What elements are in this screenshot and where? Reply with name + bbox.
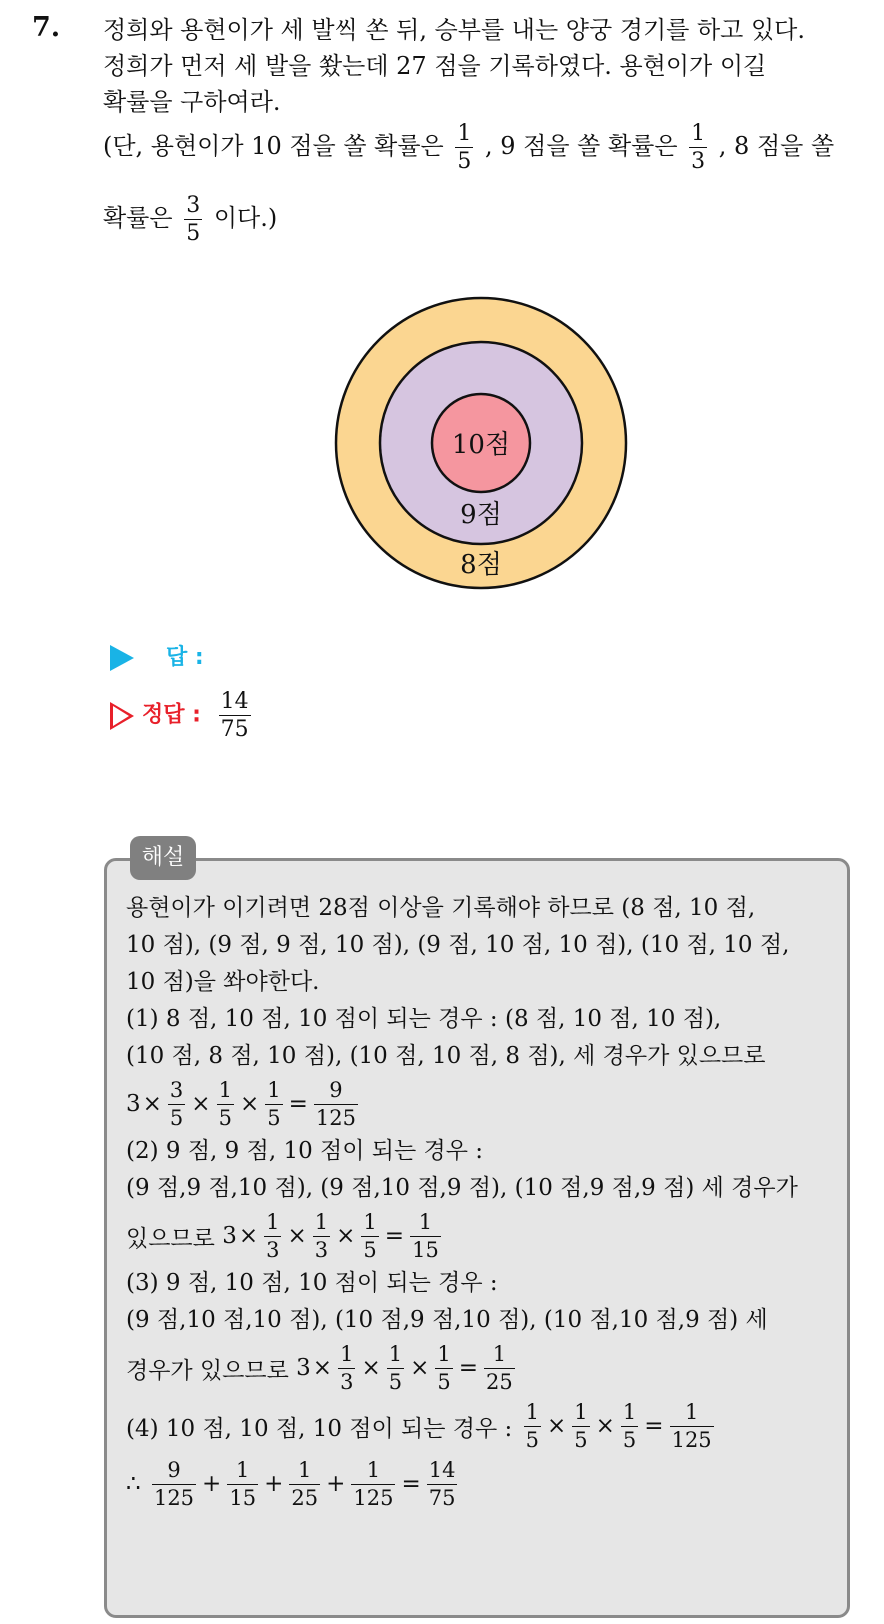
answer-label: 답 :	[166, 645, 204, 670]
condition-text: 확률은	[103, 204, 173, 233]
solution-line: (9 점,10 점,10 점), (10 점,9 점,10 점), (10 점,10 점,9 점) 세	[126, 1307, 768, 1333]
solution-line: (10 점, 8 점, 10 점), (10 점, 10 점, 8 점), 세 경우가 있으므로	[126, 1043, 766, 1069]
question-line: 확률을 구하여라.	[103, 88, 281, 116]
solution-line: 용현이가 이기려면 28점 이상을 기록해야 하므로 (8 점, 10 점,	[126, 895, 756, 921]
fraction: $\frac{1}{5}$	[363, 1210, 377, 1262]
equation-case2: 있으므로 3 × $\frac{1}{3}$ × $\frac{1}{3}$ × $\frac{1}{5}$ = $\frac{1}{15}$	[126, 1210, 439, 1262]
fraction: $\frac{9}{125}$	[153, 1458, 195, 1510]
fraction: $\frac{9}{125}$	[315, 1078, 356, 1130]
answer-row	[110, 640, 204, 671]
condition-line-2	[103, 194, 277, 245]
fraction: $\frac{1}{25}$	[486, 1342, 513, 1394]
question-number: 7.	[32, 12, 61, 43]
fraction: $\frac{1}{25}$	[291, 1458, 319, 1510]
outline-triangle-icon	[110, 702, 134, 730]
fraction: $\frac{1}{15}$	[229, 1458, 257, 1510]
question-text	[103, 12, 858, 120]
solution-tag: 해설	[130, 836, 196, 880]
play-triangle-icon	[110, 645, 134, 671]
condition-text: 이다.)	[213, 204, 278, 233]
equation-total: ∴ $\frac{9}{125}$ + $\frac{1}{15}$ + $\frac{1}{25}$ + $\frac{1}{125}$ = $\frac{14}{75}$	[126, 1458, 456, 1510]
correct-answer-label: 정답 :	[142, 702, 201, 728]
fraction: $\frac{1}{5}$	[267, 1078, 281, 1130]
fraction: $\frac{1}{125}$	[671, 1400, 712, 1452]
fraction: $\frac{1}{5}$	[218, 1078, 232, 1130]
solution-content	[126, 890, 826, 1513]
solution-line: 10 점), (9 점, 9 점, 10 점), (9 점, 10 점, 10 점), (10 점, 10 점,	[126, 932, 790, 958]
correct-answer-value: $\frac{14}{75}$	[220, 689, 249, 743]
fraction: $\frac{1}{5}$	[525, 1400, 539, 1452]
fraction: $\frac{1}{5}$	[574, 1400, 588, 1452]
solution-line: (1) 8 점, 10 점, 10 점이 되는 경우 : (8 점, 10 점, 10 점),	[126, 1006, 722, 1032]
fraction: $\frac{1}{5}$	[437, 1342, 451, 1394]
condition-text: , 9 점을 쏠 확률은	[484, 132, 678, 161]
archery-target	[334, 296, 628, 590]
question-line: 정희와 용현이가 세 발씩 쏜 뒤, 승부를 내는 양궁 경기를 하고 있다.	[103, 16, 805, 44]
fraction: $\frac{1}{3}$	[266, 1210, 280, 1262]
fraction: $\frac{3}{5}$	[169, 1078, 184, 1130]
fraction: $\frac{1}{5}$	[457, 121, 472, 175]
ring-label-10: 10점	[451, 430, 511, 460]
fraction: $\frac{1}{3}$	[691, 121, 706, 175]
fraction: $\frac{1}{15}$	[412, 1210, 439, 1262]
question-line: 정희가 먼저 세 발을 쐈는데 27 점을 기록하였다. 용현이가 이길	[103, 52, 767, 80]
fraction: $\frac{1}{125}$	[353, 1458, 394, 1510]
fraction: $\frac{1}{5}$	[388, 1342, 403, 1394]
condition-text: (단, 용현이가 10 점을 쏠 확률은	[103, 132, 444, 161]
fraction: $\frac{1}{3}$	[340, 1342, 354, 1394]
solution-line: (2) 9 점, 9 점, 10 점이 되는 경우 :	[126, 1138, 484, 1164]
equation-case3: 경우가 있으므로 3 × $\frac{1}{3}$ × $\frac{1}{5}$ × $\frac{1}{5}$ = $\frac{1}{25}$	[126, 1342, 513, 1394]
solution-line: (9 점,9 점,10 점), (9 점,10 점,9 점), (10 점,9 점,9 점) 세 경우가	[126, 1175, 798, 1201]
equation-case1: 3 × $\frac{3}{5}$ × $\frac{1}{5}$ × $\frac{1}{5}$ = $\frac{9}{125}$	[126, 1078, 356, 1130]
solution-line: (3) 9 점, 10 점, 10 점이 되는 경우 :	[126, 1270, 498, 1296]
solution-line: 10 점)을 쏴야한다.	[126, 969, 320, 995]
fraction: $\frac{1}{5}$	[622, 1400, 637, 1452]
fraction: $\frac{14}{75}$	[428, 1458, 456, 1510]
ring-label-9: 9점	[460, 500, 502, 530]
correct-answer-row	[110, 690, 255, 741]
condition-text: , 8 점을 쏠	[718, 132, 835, 161]
fraction: $\frac{3}{5}$	[186, 193, 201, 247]
ring-label-8: 8점	[460, 550, 502, 580]
fraction: $\frac{1}{3}$	[314, 1210, 329, 1262]
equation-case4: (4) 10 점, 10 점, 10 점이 되는 경우 : $\frac{1}{5}$ × $\frac{1}{5}$ × $\frac{1}{5}$ = $\frac{1}{125}$	[126, 1400, 712, 1452]
condition-line-1	[103, 122, 834, 173]
